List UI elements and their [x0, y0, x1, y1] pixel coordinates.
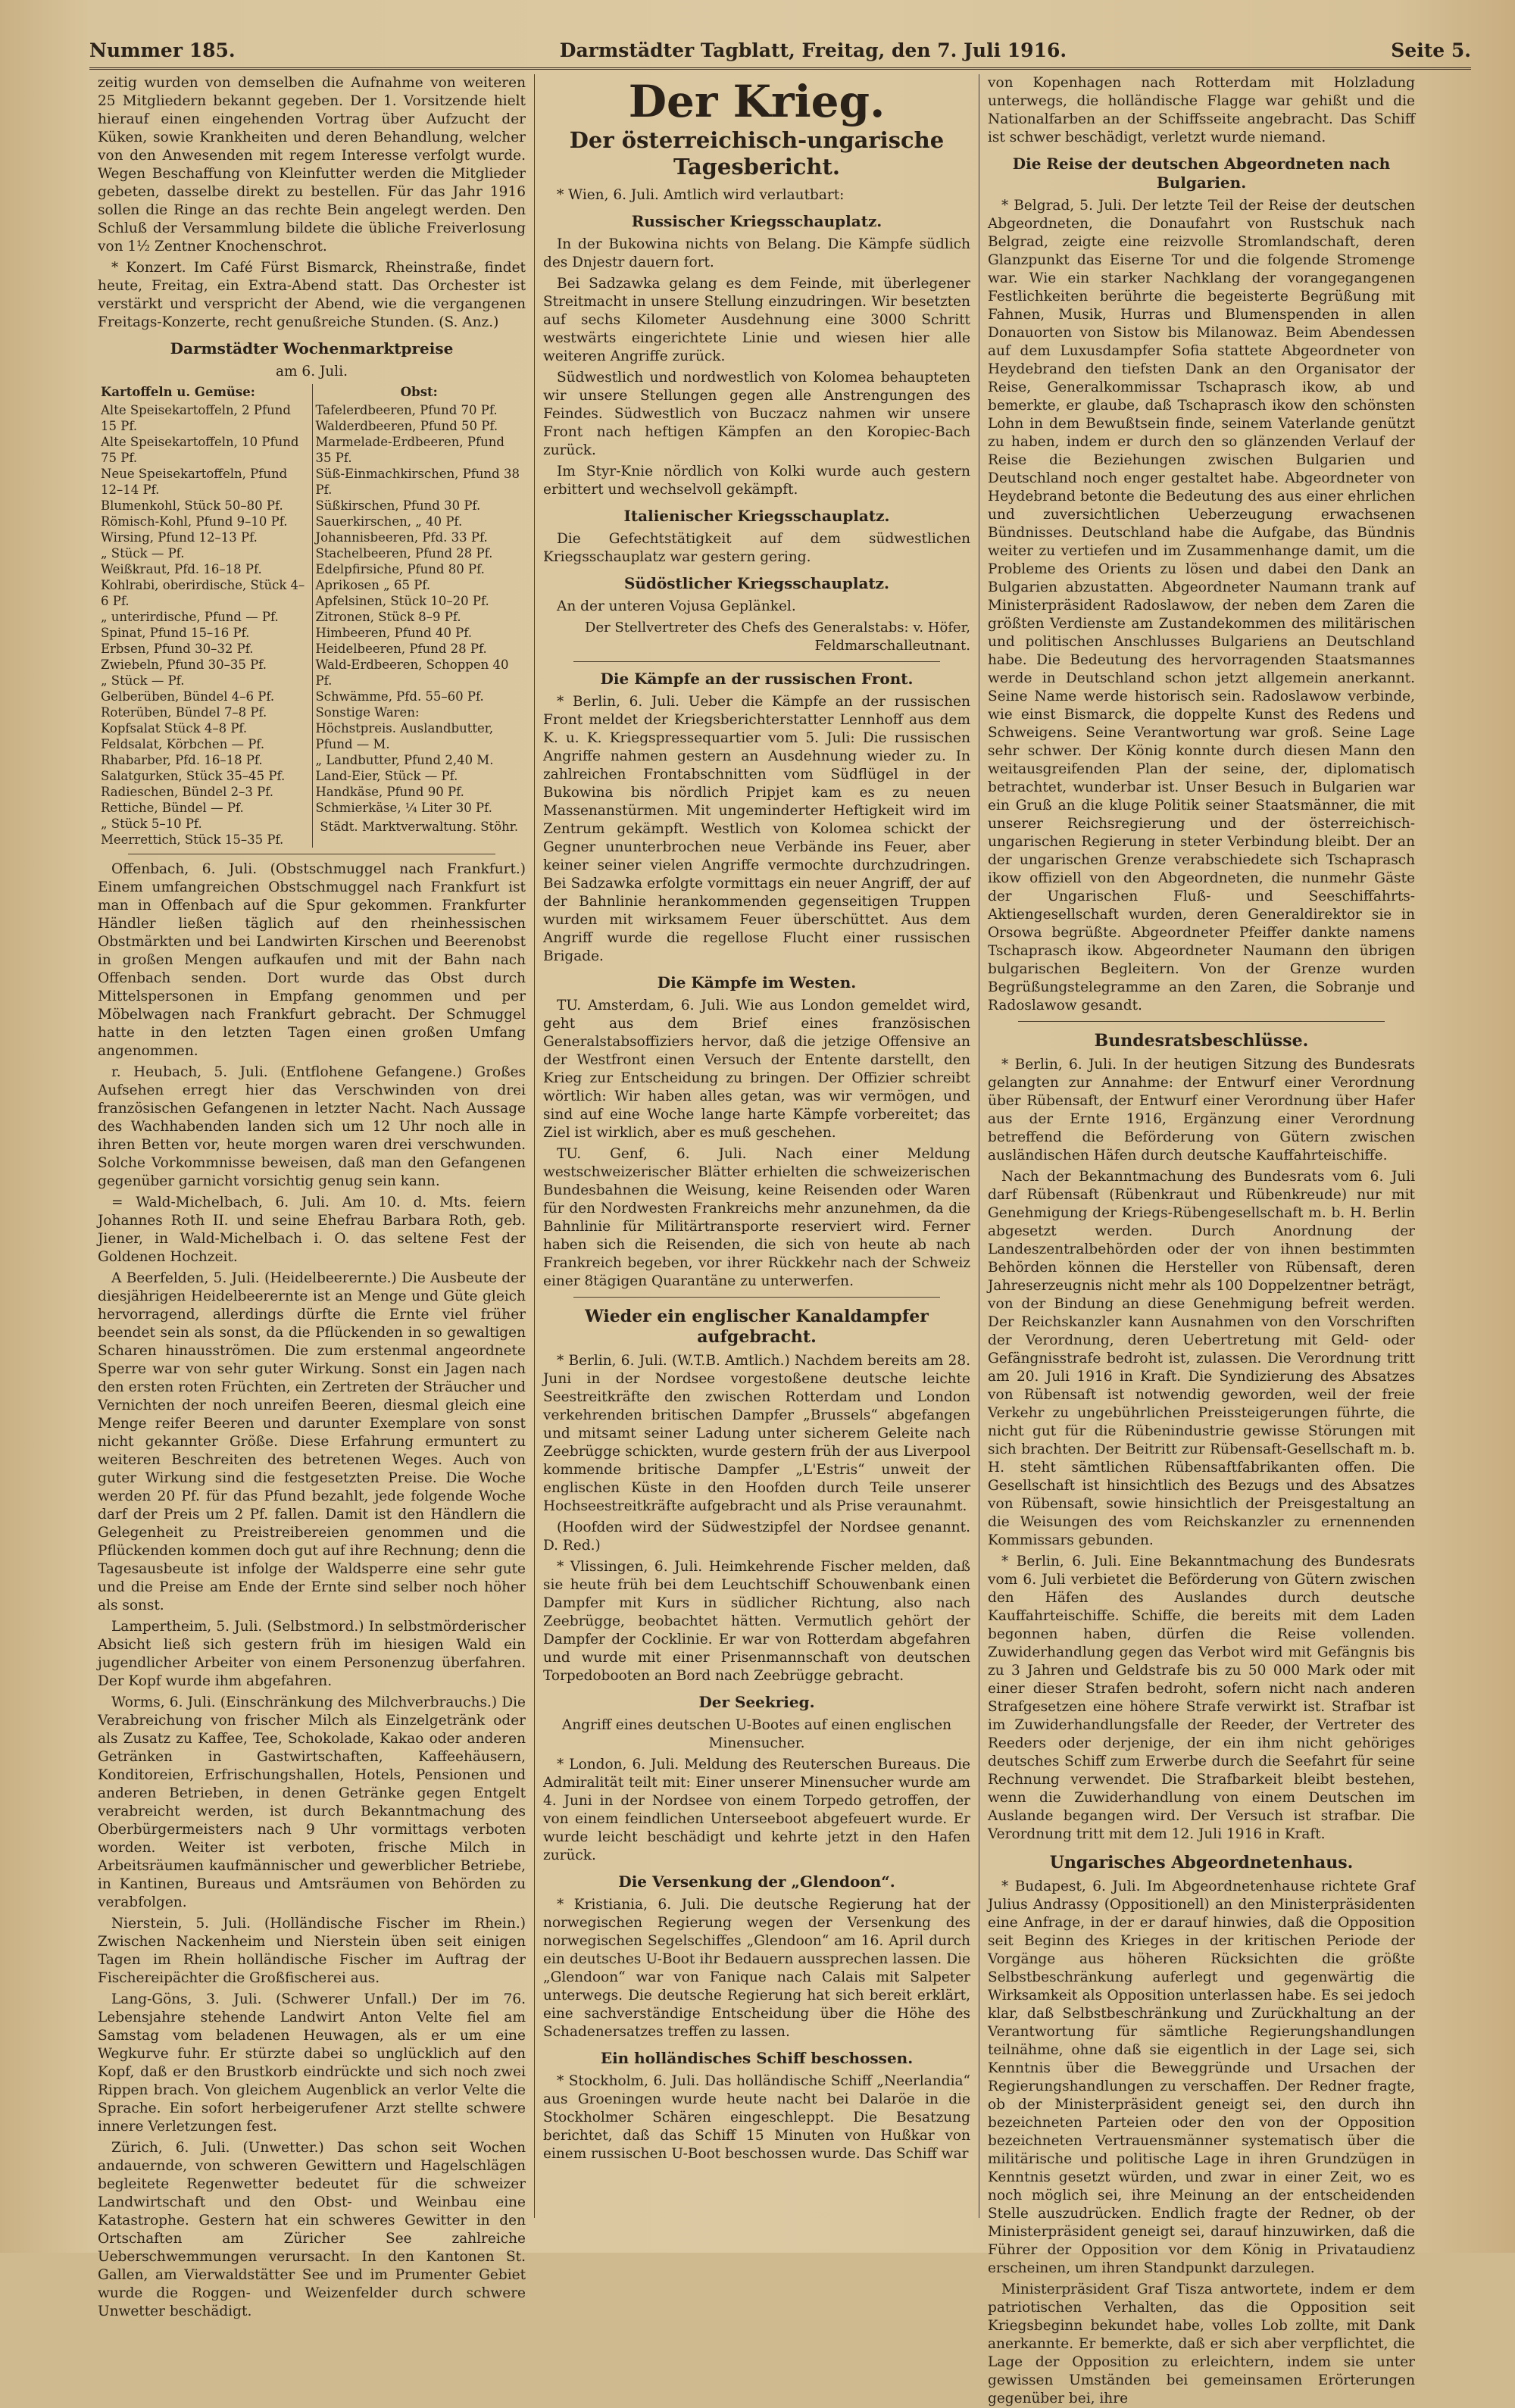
- heading-russian-front-fighting: Die Kämpfe an der russischen Front.: [600, 670, 914, 688]
- heading-russian-front: Russischer Kriegsschauplatz.: [631, 212, 882, 230]
- market-fruit: [312, 384, 526, 848]
- article-continuation: zeitig wurden von demselben die Aufnahme von weiteren 25 Mitgliedern bekannt gegeben. Der 1. Vorsitzende hielt hierauf einen eingehenden Vortrag über Aufzucht der Küken, sowie Krankheiten und deren Behandlung, welcher von den Anwesenden mit regem Interesse verfolgt wurde. Wegen Beschaffung von Kleinfutter werden die Mitglieder gebeten, dasselbe direkt zu bestellen. Für das Jahr 1916 sollen die Ringe an das rechte Bein angelegt werden. Den Schluß der Versammlung bildete die übliche Freiverlosung von 1½ Zentner Knochenschrot.: [98, 75, 526, 255]
- heading-southeast-front: Südöstlicher Kriegsschauplatz.: [623, 574, 889, 592]
- paragraph: * Kristiania, 6. Juli. Die deutsche Regierung hat der norwegischen Regierung wegen der Versenkung des norwegischen Segelschiffes „Glendoon“ am 16. April durch ein deutsches U-Boot ihr Bedauern aussprechen lassen. Die „Glendoon“ war von Fanique nach Calais mit Salpeter unterwegs. Die deutsche Regierung hat sich bereit erklärt, eine sachverständige Entscheidung über die Höhe des Schadenersatzes treffen zu lassen.: [543, 1897, 970, 2040]
- article-offenbach: Offenbach, 6. Juli. (Obstschmuggel nach Frankfurt.) Einem umfangreichen Obstschmuggel nach Frankfurt ist man in Offenbach auf die Spur gekommen. Frankfurter Händler ließen täglich auf den rheinhessischen Obstmärkten und bei Landwirten Kirschen und Beerenobst in großen Mengen aufkaufen und mit der Bahn nach Offenbach senden. Dort wurde das Obst durch Mittelspersonen in Empfang genommen und per Möbelwagen nach Frankfurt gebracht. Der Schmuggel hatte in den letzten Tagen einen großen Umfang angenommen.: [98, 861, 526, 1059]
- column-politics: [979, 74, 1423, 2406]
- article-wald-michelbach: = Wald-Michelbach, 6. Juli. Am 10. d. Mts. feiern Johannes Roth II. und seine Ehefrau Barbara Roth, geb. Jiener, in Wald-Michelbach i. O. das seltene Fest der Goldenen Hochzeit.: [98, 1195, 526, 1265]
- market-price-item: Rettiche, Bündel — Pf.: [101, 801, 244, 815]
- paragraph: Ministerpräsident Graf Tisza antwortete, indem er dem patriotischen Verhalten, das die Opposition seit Kriegsbeginn bekundet habe, volles Lob zollte, mit Dank anerkannte. Er bemerkte, daß er sich aber verpflichtet, die Lage der Opposition zu erleichtern, indem sie unter gewissen Umständen bei gemeinsamen Erörterungen gegenüber bei, ihre: [988, 2282, 1415, 2406]
- market-price-item: Erbsen, Pfund 30–32 Pf.: [101, 642, 254, 656]
- market-fruit-head: Obst:: [400, 385, 438, 399]
- signature: Der Stellvertreter des Chefs des Generalstabs: v. Höfer, Feldmarschalleutnant.: [585, 620, 970, 654]
- article-heubach: r. Heubach, 5. Juli. (Entflohene Gefangene.) Großes Aufsehen erregt hier das Verschwinden von drei französischen Gefangenen in letzter Nacht. Nach Aussage des Wachhabenden landen sich um 12 Uhr noch alle in ihren Betten vor, heute morgen waren drei verschwunden. Solche Vorkommnisse beweisen, daß man den Gefangenen gegenüber garnicht vorsichtig genug sein kann.: [98, 1064, 526, 1189]
- heading-bulgaria-trip: Die Reise der deutschen Abgeordneten nach Bulgarien.: [1012, 155, 1391, 192]
- market-price-item: Kohlrabi, oberirdische, Stück 4–6 Pf.: [101, 578, 305, 608]
- article-lang-goens: Lang-Göns, 3. Juli. (Schwerer Unfall.) Der im 76. Lebensjahre stehende Landwirt Anton Velte fiel am Samstag vom beladenen Heuwagen, als er um eine Wegkurve fuhr. Er stürzte dabei so unglücklich auf den Kopf, daß er den Brustkorb eindrückte und sich noch zwei Rippen brach. Von gleichem Augenblick an verlor Velte die Sprache. Ein sofort herbeigerufener Arzt stellte schwere innere Verletzungen fest.: [98, 1991, 526, 2135]
- market-price-item: Schwämme, Pfd. 55–60 Pf.: [315, 689, 484, 704]
- market-title: Darmstädter Wochenmarktpreise: [170, 339, 454, 358]
- paragraph: * Stockholm, 6. Juli. Das holländische Schiff „Neerlandia“ aus Groeningen wurde heute nacht bei Dalaröe in die Stockholmer Schären eingeschleppt. Die Besatzung berichtet, daß das Schiff 15 Minuten von Hußkar von einem russischen U-Boot beschossen wurde. Das Schiff war: [543, 2073, 970, 2162]
- heading-italian-front: Italienischer Kriegsschauplatz.: [623, 507, 890, 525]
- market-price-item: „ Stück — Pf.: [101, 546, 185, 561]
- columns: [89, 74, 1471, 2406]
- divider: [1018, 1021, 1385, 1022]
- market-price-item: Gelberüben, Bündel 4–6 Pf.: [101, 689, 275, 704]
- market-date: am 6. Juli.: [275, 364, 348, 379]
- market-price-item: Kopfsalat Stück 4–8 Pf.: [101, 721, 248, 736]
- market-fruit-list: [316, 402, 523, 816]
- page-header: [89, 39, 1471, 70]
- market-price-item: „ Stück 5–10 Pf.: [101, 817, 202, 831]
- article-beerfelden: A Beerfelden, 5. Juli. (Heidelbeerernte.) Die Ausbeute der diesjährigen Heidelbeerernte ist an Menge und Güte gleich hervorragend, allerdings dürfte die Ernte viel früher beendet sein als sonst, da die Pflückenden in so gewaltigen Scharen hinausströmen. Die zum erstenmal angeordnete Sperre war von sehr guter Wirkung. Sonst ein Jagen nach den ersten roten Früchten, ein Zertreten der Sträucher und Vernichten der noch unreifen Beeren, diesmal gleich eine Menge reifer Beeren und darunter Exemplare von sonst nicht gekannter Größe. Diese Erfahrung ermuntert zu weiteren Beschreiten des betretenen Weges. Auch von guter Wirkung sind die festgesetzten Preise. Die Woche werden 20 Pf. für das Pfund bezahlt, jede folgende Woche darf der Preis um 2 Pf. fallen. Damit ist den Händlern die Gelegenheit zu Preistreibereien genommen und die Pflückenden kommen doch gut auf ihre Rechnung; denn die Tagesausbeute ist infolge der Waldsperre eine sehr gute und die Preise am Ende der Ernte sind selber noch höher als sonst.: [98, 1270, 526, 1613]
- market-price-item: Süßkirschen, Pfund 30 Pf.: [315, 498, 481, 513]
- market-price-item: Salatgurken, Stück 35–45 Pf.: [101, 769, 286, 783]
- paragraph: (Hoofden wird der Südwestzipfel der Nordsee genannt. D. Red.): [543, 1519, 970, 1554]
- market-price-item: Handkäse, Pfund 90 Pf.: [315, 785, 464, 799]
- market-price-item: Walderdbeeren, Pfund 50 Pf.: [315, 419, 498, 433]
- article-nierstein: Nierstein, 5. Juli. (Holländische Fischer im Rhein.) Zwischen Nackenheim und Nierstein üben seit einigen Tagen im Rhein holländische Fischer im Auftrag der Fischereipächter die Großfischerei aus.: [98, 1916, 526, 1986]
- heading-glendoon: Die Versenkung der „Glendoon“.: [618, 1872, 895, 1891]
- paragraph: TU. Amsterdam, 6. Juli. Wie aus London gemeldet wird, geht aus dem Brief eines französischen Generalstabsoffiziers hervor, daß die jetzige Offensive an der Westfront einen Versuch der Entente darstellt, den Krieg zur Entscheidung zu bringen. Der Offizier schreibt wörtlich: Wir haben alles getan, was wir vermögen, und sind auf eine Woche lange harte Kämpfe vorbereitet; das Ziel ist wirklich, aber es muß geschehen.: [543, 998, 970, 1141]
- market-price-item: Apfelsinen, Stück 10–20 Pf.: [315, 594, 489, 608]
- market-price-item: Sonstige Waren:: [315, 705, 420, 720]
- market-signature: Städt. Marktverwaltung. Stöhr.: [320, 820, 519, 834]
- masthead-dateline: Darmstädter Tagblatt, Freitag, den 7. Juli 1916.: [559, 39, 1067, 61]
- market-price-item: Zwiebeln, Pfund 30–35 Pf.: [101, 657, 267, 672]
- dateline-wien: * Wien, 6. Juli. Amtlich wird verlautbart:: [557, 187, 845, 203]
- market-price-item: Alte Speisekartoffeln, 10 Pfund 75 Pf.: [101, 435, 299, 465]
- paragraph: * Belgrad, 5. Juli. Der letzte Teil der Reise der deutschen Abgeordneten, die Donaufahrt von Rustschuk nach Belgrad, zeigte eine reizvolle Stromlandschaft, deren Glanzpunkt das Eiserne Tor und die folgende Stromenge war. Wie ein starker Nachklang der vorangegangenen Festlichkeiten berührte die begeisterte Begrüßung mit Fahnen, Musik, Hurras und Blumenspenden in allen Donauorten von Sistow bis Milanowaz. Beim Abendessen auf dem Luxusdampfer Sofia stattete Abgeordneter von Heydebrand den tiefsten Dank an den Organisator der Reise, Generalkommissar Tschaprasch ikow, ab und bemerkte, er glaube, daß Tschaprasch ikow den schönsten Lohn in dem Bewußtsein finde, seinem Vaterlande genützt zu haben, indem er durch den so glänzenden Verlauf der Reise die Beziehungen zwischen Bulgarien und Deutschland noch enger gestaltet habe. Abgeordneter von Heydebrand betonte die Bedeutung des aus einer ehrlichen und zuversichtlichen Ueberzeugung erwachsenen Bündnisses. Deutschland habe die Aufgabe, das Bündnis weiter zu vertiefen und im Zusammenhange damit, um die Probleme des Orients zu lösen und dabei den Dank an Bulgarien abzustatten. Abgeordneter Naumann trank auf Ministerpräsident Radoslawow, der neben dem Zaren die größten Verdienste am Zustandekommen des militärischen und politischen Anschlusses Bulgariens an Deutschland habe. Die Bedeutung des hervorragenden Staatsmannes werde in Deutschland schon jetzt allgemein anerkannt. Seine Name werde historisch sein. Radoslawow verbinde, wie einst Bismarck, die doppelte Kunst des Redens und Schweigens. Seine Verantwortung war groß. Seine Lage sehr schwer. Der König konnte durch diesen Mann den weitausgreifenden Plan der seine, der, diplomatisch betrachtet, wunderbar ist. Unser Besuch in Bulgarien war ein Gruß an die kluge Politik seiner Staatsmänner, die mit unserer Reichsregierung und der österreichisch-ungarischen Regierung in steter Verbindung bleibt. Der an der ungarischen Grenze verabschiedete sich Tschaprasch ikow offiziell von den Abgeordneten, die nunmehr Gäste der Ungarischen Fluß- und Seeschiffahrts-Aktiengesellschaft wurden, deren Generaldirektor sie in Orsowa begrüßte. Abgeordneter Pfeiffer dankte namens Tschaprasch ikow. Abgeordneter Naumann den übrigen bulgarischen Begleitern. Von der Grenze wurden Begrüßungstelegramme an den Zaren, die Sobranje und Radoslawow gesandt.: [988, 198, 1415, 1013]
- market-price-item: Edelpfirsiche, Pfund 80 Pf.: [315, 562, 485, 576]
- market-price-item: Tafelerdbeeren, Pfund 70 Pf.: [315, 403, 498, 417]
- paragraph: Bei Sadzawka gelang es dem Feinde, mit überlegener Streitmacht in unsere Stellung einzudringen. Wir besetzten auf sechs Kilometer Ausdehnung eine 3000 Schritt westwärts eingerichtete Linie und wiesen hier alle weiteren Angriffe zurück.: [543, 276, 970, 364]
- paragraph: * Berlin, 6. Juli. Ueber die Kämpfe an der russischen Front meldet der Kriegsberichterstatter Lennhoff aus dem K. u. K. Kriegspressequartier vom 5. Juli: Die russischen Angriffe nahmen gestern an Ausdehnung wieder zu. In zahlreichen Frontabschnitten vom Südflügel in der Bukowina bis nördlich Pripjet kam es zu neuen Massenanstürmen. Mit ungeminderter Heftigkeit wird im Zentrum gekämpft. Westlich von Kolomea schickt der Gegner ununterbrochen neue Verbände ins Feuer, aber keiner seiner vielen Angriffe vermochte durchzudringen. Bei Sadzawka erfolgte vormittags ein neuer Angriff, der auf der Bahnlinie herankommenden gegenseitigen Truppen wurden mit wirksamem Feuer überschüttet. Aus dem Angriff wurde die regellose Flucht einer russischen Brigade.: [543, 694, 970, 964]
- market-price-item: Roterüben, Bündel 7–8 Pf.: [101, 705, 267, 720]
- paragraph: * Vlissingen, 6. Juli. Heimkehrende Fischer melden, daß sie heute früh bei dem Leuchtschiff Schouwenbank einen Dampfer mit Kurs in südlicher Richtung, also nach Zeebrügge, beobachtet hätten. Vermutlich gehört der Dampfer der Cocklinie. Er war von Rotterdam abgefahren und wurde mit einer Prisenmannschaft von deutschen Torpedobooten an Bord nach Zeebrügge gebracht.: [543, 1559, 970, 1684]
- market-vegetables-head: Kartoffeln u. Gemüse:: [101, 385, 255, 399]
- heading-hungarian-parliament: Ungarisches Abgeordnetenhaus.: [1049, 1853, 1354, 1872]
- paragraph: An der unteren Vojusa Geplänkel.: [557, 598, 796, 614]
- divider: [573, 661, 940, 662]
- market-price-item: Heidelbeeren, Pfund 28 Pf.: [315, 642, 487, 656]
- article-konzert: * Konzert. Im Café Fürst Bismarck, Rheinstraße, findet heute, Freitag, ein Extra-Abend statt. Das Orchester ist verstärkt und verspricht der Abend, wie die vergangenen Freitags-Konzerte, recht genußreiche Stunden. (S. Anz.): [98, 260, 526, 330]
- paragraph: Südwestlich und nordwestlich von Kolomea behaupteten wir unsere Stellungen gegen alle Anstrengungen des Feindes. Südwestlich von Buczacz nahmen wir unsere Front nach heftigen Kämpfen an den Koropiec-Bach zurück.: [543, 370, 970, 458]
- market-vegetables-list: [101, 402, 309, 848]
- issue-number: Nummer 185.: [89, 39, 236, 61]
- market-price-item: „ unterirdische, Pfund — Pf.: [101, 610, 279, 624]
- heading-naval-war: Der Seekrieg.: [698, 1693, 815, 1711]
- market-price-item: Weißkraut, Pfd. 16–18 Pf.: [101, 562, 262, 576]
- divider: [573, 1297, 940, 1298]
- market-price-item: Meerrettich, Stück 15–35 Pf.: [101, 832, 284, 847]
- paragraph: In der Bukowina nichts von Belang. Die Kämpfe südlich des Dnjestr dauern fort.: [543, 236, 970, 270]
- market-price-item: Zitronen, Stück 8–9 Pf.: [315, 610, 461, 624]
- subheading: Angriff eines deutschen U-Bootes auf einen englischen Minensucher.: [561, 1717, 952, 1751]
- section-subtitle: Der österreichisch-ungarische Tagesbericht.: [569, 127, 945, 180]
- market-price-item: Neue Speisekartoffeln, Pfund 12–14 Pf.: [101, 467, 288, 497]
- column-war-reports: [534, 74, 979, 2218]
- market-price-item: Wirsing, Pfund 12–13 Pf.: [101, 530, 258, 545]
- paragraph: Im Styr-Knie nördlich von Kolki wurde auch gestern erbittert und wechselvoll gekämpft.: [543, 464, 970, 498]
- market-price-item: Land-Eier, Stück — Pf.: [315, 769, 458, 783]
- article-lampertheim: Lampertheim, 5. Juli. (Selbstmord.) In selbstmörderischer Absicht ließ sich gestern früh im hiesigen Wald ein jugendlicher Arbeiter von einem Personenzug überfahren. Der Kopf wurde ihm abgefahren.: [98, 1619, 526, 1689]
- paragraph: * Berlin, 6. Juli. Eine Bekanntmachung des Bundesrats vom 6. Juli verbietet die Beförderung von Gütern zwischen den Häfen des Auslandes durch deutsche Kauffahrteischiffe. Schiffe, die bereits mit dem Laden begonnen haben, dürfen die Reise vollenden. Zuwiderhandlung gegen das Verbot wird mit Gefängnis bis zu 3 Jahren und Geldstrafe bis zu 50 000 Mark oder mit einer dieser Strafen bedroht, sofern nicht nach anderen Strafgesetzen eine höhere Strafe verwirkt ist. Strafbar ist im Zuwiderhandlungsfalle der Reeder, der Vertreter des Reeders oder derjenige, der ein ihm nicht gehöriges deutsches Schiff zum Erwerbe durch die Seefahrt für seine Rechnung verwendet. Die Strafbarkeit bleibt bestehen, wenn die Zuwiderhandlung von einem Deutschen im Auslande begangen wird. Der Versuch ist strafbar. Die Verordnung tritt mit dem 12. Juli 1916 in Kraft.: [988, 1554, 1415, 1842]
- page-number: Seite 5.: [1391, 39, 1471, 61]
- paragraph: * London, 6. Juli. Meldung des Reuterschen Bureaus. Die Admiralität teilt mit: Einer unserer Minensucher wurde am 4. Juni in der Nordsee von einem Torpedo getroffen, der von einem feindlichen Unterseeboot abgefeuert wurde. Er wurde leicht beschädigt und kehrte jetzt in den Hafen zurück.: [543, 1757, 970, 1863]
- paragraph: Die Gefechtstätigkeit auf dem südwestlichen Kriegsschauplatz war gestern gering.: [543, 531, 970, 565]
- heading-bundesrat: Bundesratsbeschlüsse.: [1094, 1031, 1309, 1051]
- paragraph: Nach der Bekanntmachung des Bundesrats vom 6. Juli darf Rübensaft (Rübenkraut und Rübenkreude) nur mit Genehmigung der Kriegs-Rübengesellschaft m. b. H. Berlin abgesetzt werden. Durch Anordnung der Landeszentralbehörden oder der von ihnen bestimmten Behörden können die Hersteller von Rübensaft, deren Jahreserzeugnis nicht mehr als 100 Doppelzentner beträgt, von der Bindung an diese Genehmigung befreit werden. Der Reichskanzler kann Ausnahmen von den Vorschriften der Verordnung, deren Uebertretung mit Geld- oder Gefängnisstrafe bedroht ist, zulassen. Die Verordnung tritt am 20. Juli 1916 in Kraft. Die Syndizierung des Absatzes von Rübensaft ist notwendig geworden, weil der freie Verkehr zu ungebührlichen Preissteigerungen führte, die nicht gut für die Rübenindustrie gewisse Störungen mit sich brachten. Der Beitritt zur Rübensaft-Gesellschaft m. b. H. steht sämtlichen Rübensaftfabrikanten offen. Die Gesellschaft ist hinsichtlich des Bezugs und des Absatzes von Rübensaft, sowie hinsichtlich der Preisgestaltung an die Weisungen des vom Reichskanzler zu ernennenden Kommissars gebunden.: [988, 1169, 1415, 1548]
- market-price-item: Feldsalat, Körbchen — Pf.: [101, 737, 265, 751]
- article-zuerich: Zürich, 6. Juli. (Unwetter.) Das schon seit Wochen andauernde, von schweren Gewittern und Hagelschlägen begleitete Regenwetter bedeutet für die schweizer Landwirtschaft und den Obst- und Weinbau eine Katastrophe. Gestern hat ein schweres Gewitter in den Ortschaften am Züricher See zahlreiche Ueberschwemmungen verursacht. In den Kantonen St. Gallen, am Vierwaldstätter See und im Prumenter Gebiet wurde die Roggen- und Weizenfelder durch schwere Unwetter beschädigt.: [98, 2140, 526, 2319]
- market-price-item: „ Landbutter, Pfund 2,40 M.: [315, 753, 494, 767]
- section-title: Der Krieg.: [628, 76, 886, 127]
- market-price-item: Blumenkohl, Stück 50–80 Pf.: [101, 498, 283, 513]
- column-local-news: [89, 74, 534, 2319]
- market-price-item: Spinat, Pfund 15–16 Pf.: [101, 626, 250, 640]
- market-price-item: Radieschen, Bündel 2–3 Pf.: [101, 785, 274, 799]
- market-price-item: Schmierkäse, ¼ Liter 30 Pf.: [315, 801, 492, 815]
- paragraph: TU. Genf, 6. Juli. Nach einer Meldung westschweizerischer Blätter erhielten die schweizerischen Bundesbahnen die Weisung, keine Reisenden oder Waren für den Nordwesten Frankreichs mehr anzunehmen, da die Bahnlinie für Militärtransporte reserviert wird. Ferner haben sich die Reisenden, die sich von heute ab nach Frankreich begeben, vor ihrer Rückkehr nach der Schweiz einer 8tägigen Quarantäne zu unterwerfen.: [543, 1146, 970, 1289]
- market-price-item: Sauerkirschen, „ 40 Pf.: [315, 514, 463, 529]
- market-price-item: Stachelbeeren, Pfund 28 Pf.: [315, 546, 493, 561]
- market-price-item: Höchstpreis. Auslandbutter, Pfund — M.: [315, 721, 494, 751]
- paragraph: * Berlin, 6. Juli. In der heutigen Sitzung des Bundesrats gelangten zur Annahme: der Entwurf einer Verordnung über Rübensaft, der Entwurf einer Verordnung über Hafer aus der Ernte 1916, Ergänzung einer Verordnung betreffend die Beförderung von Gütern zwischen ausländischen Häfen durch deutsche Kauffahrteischiffe.: [988, 1057, 1415, 1163]
- paragraph: * Berlin, 6. Juli. (W.T.B. Amtlich.) Nachdem bereits am 28. Juni in der Nordsee vorgestoßene deutsche leichte Seestreitkräfte den zwischen Rotterdam und London verkehrenden britischen Dampfer „Brussels“ abgefangen und mitsamt seiner Ladung unter sicherem Geleite nach Zeebrügge schickten, wurde gestern früh der aus Liverpool kommende britische Dampfer „L'Estris“ unweit der englischen Küste in den Hoofden durch Teile unserer Hochseestreitkräfte aufgebracht und als Prise veraunahmt.: [543, 1353, 970, 1514]
- heading-western-front: Die Kämpfe im Westen.: [657, 973, 857, 992]
- market-vegetables: [98, 384, 312, 848]
- heading-dutch-ship: Ein holländisches Schiff beschossen.: [600, 2049, 914, 2067]
- market-price-item: Himbeeren, Pfund 40 Pf.: [315, 626, 473, 640]
- market-price-item: Wald-Erdbeeren, Schoppen 40 Pf.: [315, 657, 509, 688]
- market-price-item: Rhabarber, Pfd. 16–18 Pf.: [101, 753, 263, 767]
- article-continuation: von Kopenhagen nach Rotterdam mit Holzladung unterwegs, die holländische Flagge war gehißt und die Nationalfarben an der Schiffsseite angebracht. Das Schiff ist schwer beschädigt, verletzt wurde niemand.: [988, 75, 1415, 145]
- article-worms: Worms, 6. Juli. (Einschränkung des Milchverbrauchs.) Die Verabreichung von frischer Milch als Einzelgetränk oder als Zusatz zu Kaffee, Tee, Schokolade, Kakao oder anderen Getränken in Gastwirtschaften, Kaffeehäusern, Konditoreien, Erfrischungshallen, Hotels, Pensionen und anderen Betrieben, in denen Getränke gegen Entgelt verabreicht werden, ist durch Bekanntmachung des Oberbürgermeisters nach 9 Uhr vormittags verboten worden. Weiter ist verboten, frische Milch in Arbeitsräumen kaufmännischer und gewerblicher Betriebe, in Kantinen, Bureaus und Amtsräumen von Behörden zu verabfolgen.: [98, 1694, 526, 1910]
- market-price-item: Marmelade-Erdbeeren, Pfund 35 Pf.: [315, 435, 504, 465]
- market-price-table: [98, 384, 526, 848]
- market-price-item: Süß-Einmachkirschen, Pfund 38 Pf.: [315, 467, 520, 497]
- market-price-item: „ Stück — Pf.: [101, 673, 185, 688]
- market-price-item: Römisch-Kohl, Pfund 9–10 Pf.: [101, 514, 288, 529]
- paragraph: * Budapest, 6. Juli. Im Abgeordnetenhause richtete Graf Julius Andrassy (Oppositionell) an den Ministerpräsidenten eine Anfrage, in der er darauf hinwies, daß die Opposition seit Beginn des Krieges in der kritischen Periode der Vorgänge aus höheren Rücksichten die größte Selbstbeschränkung auferlegt und gegenwärtig die Wirksamkeit als Opposition unterlassen habe. Es sei jedoch klar, daß Selbstbeschränkung und Zurückhaltung an der Verantwortung für sämtliche Regierungshandlungen teilnähme, ohne daß sie eigentlich in der Lage sei, sich Kenntnis über die Beweggründe und Ursachen der Regierungshandlungen zu verschaffen. Der Redner fragte, ob der Ministerpräsident geneigt sei, den durch ihn bezeichneten Parteien oder den von der Opposition bezeichneten Vertrauensmänner systematisch über die militärische und politische Lage in ihren Grundzügen in Kenntnis gesetzt würden, und zwar in einer Zeit, wo es noch möglich sei, ihre Meinung an der entscheidenden Stelle auszudrücken. Endlich fragte der Redner, ob der Ministerpräsident geneigt sei, darauf hinzuwirken, daß die Führer der Opposition vor dem König in Privataudienz erscheinen, um ihren Standpunkt darzulegen.: [988, 1879, 1415, 2276]
- market-price-item: Aprikosen „ 65 Pf.: [315, 578, 431, 592]
- market-price-item: Alte Speisekartoffeln, 2 Pfund 15 Pf.: [101, 403, 291, 433]
- heading-channel-steamer: Wieder ein englischer Kanaldampfer aufgebracht.: [585, 1307, 929, 1347]
- market-price-item: Johannisbeeren, Pfd. 33 Pf.: [315, 530, 488, 545]
